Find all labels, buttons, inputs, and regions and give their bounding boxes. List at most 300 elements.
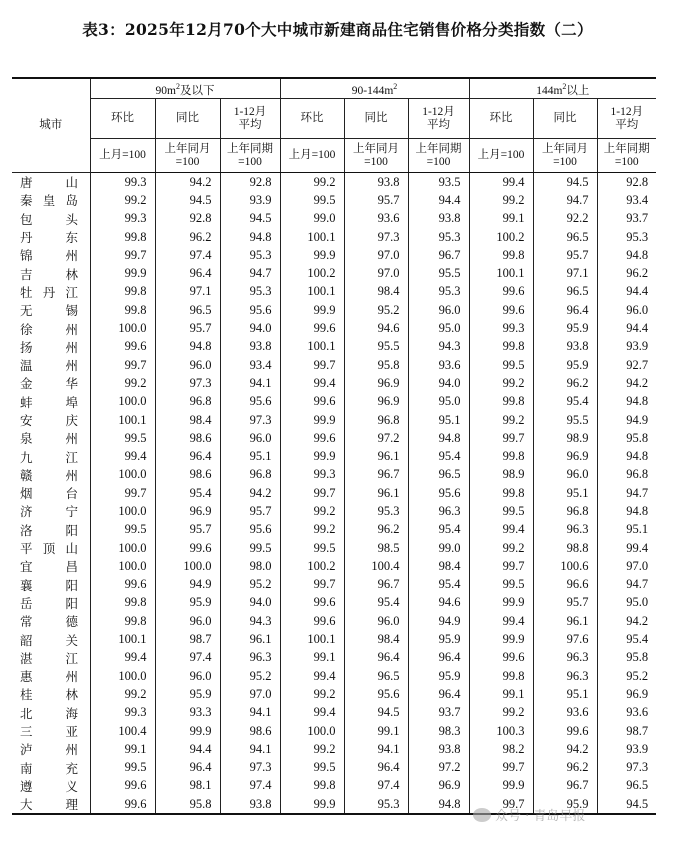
value-cell: 97.4 xyxy=(344,777,408,795)
value-cell: 99.6 xyxy=(155,539,220,557)
value-cell: 97.3 xyxy=(155,374,220,392)
value-cell: 96.9 xyxy=(597,685,656,703)
value-cell: 99.6 xyxy=(280,429,344,447)
table-row xyxy=(12,429,656,447)
city-cell: 包 头 xyxy=(20,212,78,227)
city-cell: 吉 林 xyxy=(20,267,78,282)
value-cell: 95.0 xyxy=(408,319,469,337)
value-cell: 95.3 xyxy=(597,228,656,246)
value-cell: 99.2 xyxy=(280,173,344,192)
value-cell: 99.1 xyxy=(469,210,533,228)
value-cell: 95.0 xyxy=(597,594,656,612)
value-cell: 97.1 xyxy=(155,283,220,301)
value-cell: 95.4 xyxy=(533,393,597,411)
city-cell: 泉 州 xyxy=(20,432,78,447)
city-cell: 秦 皇 岛 xyxy=(20,194,78,209)
value-cell: 99.2 xyxy=(469,704,533,722)
value-cell: 95.9 xyxy=(533,319,597,337)
value-cell: 94.1 xyxy=(344,740,408,758)
value-cell: 95.8 xyxy=(155,795,220,814)
metric-header: 同比 xyxy=(533,99,597,139)
value-cell: 95.4 xyxy=(597,630,656,648)
value-cell: 96.7 xyxy=(344,576,408,594)
table-row xyxy=(12,411,656,429)
table-row xyxy=(12,374,656,392)
city-cell: 湛 江 xyxy=(20,651,78,666)
value-cell: 98.6 xyxy=(155,429,220,447)
value-cell: 96.3 xyxy=(533,521,597,539)
value-cell: 95.5 xyxy=(344,338,408,356)
value-cell: 99.0 xyxy=(408,539,469,557)
value-cell: 99.4 xyxy=(469,521,533,539)
value-cell: 95.9 xyxy=(408,630,469,648)
city-cell: 蚌 埠 xyxy=(20,395,78,410)
value-cell: 95.3 xyxy=(220,246,280,264)
value-cell: 99.8 xyxy=(469,484,533,502)
value-cell: 96.2 xyxy=(155,228,220,246)
value-cell: 93.9 xyxy=(597,740,656,758)
value-cell: 96.5 xyxy=(533,283,597,301)
table-row xyxy=(12,447,656,465)
value-cell: 93.4 xyxy=(220,356,280,374)
value-cell: 96.3 xyxy=(408,502,469,520)
table-row xyxy=(12,759,656,777)
value-cell: 95.9 xyxy=(155,594,220,612)
table-row xyxy=(12,466,656,484)
table-row xyxy=(12,338,656,356)
value-cell: 95.1 xyxy=(533,685,597,703)
value-cell: 94.0 xyxy=(220,319,280,337)
value-cell: 96.2 xyxy=(533,759,597,777)
value-cell: 96.2 xyxy=(533,374,597,392)
value-cell: 94.4 xyxy=(597,283,656,301)
value-cell: 97.3 xyxy=(220,411,280,429)
city-cell: 常 德 xyxy=(20,615,78,630)
value-cell: 96.4 xyxy=(533,301,597,319)
value-cell: 99.5 xyxy=(469,356,533,374)
table-row xyxy=(12,539,656,557)
value-cell: 95.1 xyxy=(597,521,656,539)
value-cell: 97.0 xyxy=(597,557,656,575)
table-row xyxy=(12,319,656,337)
city-cell: 遵 义 xyxy=(20,779,78,794)
city-cell: 三 亚 xyxy=(20,725,78,740)
value-cell: 99.5 xyxy=(220,539,280,557)
value-cell: 94.8 xyxy=(220,228,280,246)
value-cell: 97.2 xyxy=(344,429,408,447)
value-cell: 94.8 xyxy=(597,447,656,465)
metric-header: 1-12月 平均 xyxy=(408,99,469,139)
value-cell: 100.0 xyxy=(90,393,155,411)
base-header: 上年同期 =100 xyxy=(220,139,280,173)
value-cell: 96.9 xyxy=(344,374,408,392)
value-cell: 95.4 xyxy=(408,521,469,539)
value-cell: 99.6 xyxy=(90,576,155,594)
value-cell: 93.6 xyxy=(344,210,408,228)
value-cell: 99.2 xyxy=(90,191,155,209)
value-cell: 99.9 xyxy=(280,795,344,814)
base-header: 上年同期 =100 xyxy=(408,139,469,173)
value-cell: 93.5 xyxy=(408,173,469,192)
value-cell: 96.0 xyxy=(344,612,408,630)
value-cell: 94.1 xyxy=(220,740,280,758)
value-cell: 96.9 xyxy=(155,502,220,520)
value-cell: 100.4 xyxy=(90,722,155,740)
city-cell: 牡 丹 江 xyxy=(20,285,78,300)
city-cell: 唐 山 xyxy=(20,176,78,191)
value-cell: 96.7 xyxy=(408,246,469,264)
value-cell: 95.3 xyxy=(220,283,280,301)
value-cell: 96.1 xyxy=(344,484,408,502)
value-cell: 97.0 xyxy=(344,264,408,282)
value-cell: 99.9 xyxy=(280,301,344,319)
value-cell: 95.7 xyxy=(155,319,220,337)
value-cell: 99.7 xyxy=(90,356,155,374)
value-cell: 96.5 xyxy=(155,301,220,319)
value-cell: 95.7 xyxy=(155,521,220,539)
value-cell: 96.9 xyxy=(408,777,469,795)
value-cell: 96.4 xyxy=(408,649,469,667)
base-header: 上月=100 xyxy=(280,139,344,173)
value-cell: 93.3 xyxy=(155,704,220,722)
table-row xyxy=(12,557,656,575)
value-cell: 100.1 xyxy=(280,338,344,356)
value-cell: 99.6 xyxy=(533,722,597,740)
value-cell: 96.5 xyxy=(408,466,469,484)
city-cell: 宜 昌 xyxy=(20,560,78,575)
value-cell: 96.3 xyxy=(533,649,597,667)
value-cell: 100.2 xyxy=(469,228,533,246)
value-cell: 95.3 xyxy=(344,795,408,814)
value-cell: 99.3 xyxy=(469,319,533,337)
value-cell: 94.2 xyxy=(155,173,220,192)
value-cell: 94.6 xyxy=(344,319,408,337)
value-cell: 99.2 xyxy=(90,374,155,392)
value-cell: 96.9 xyxy=(533,447,597,465)
value-cell: 96.2 xyxy=(597,264,656,282)
value-cell: 99.9 xyxy=(469,630,533,648)
value-cell: 99.6 xyxy=(90,795,155,814)
value-cell: 95.9 xyxy=(533,795,597,814)
value-cell: 96.8 xyxy=(155,393,220,411)
price-index-table xyxy=(12,77,656,815)
table-row xyxy=(12,301,656,319)
value-cell: 97.3 xyxy=(597,759,656,777)
value-cell: 99.5 xyxy=(90,429,155,447)
value-cell: 92.8 xyxy=(597,173,656,192)
table-row xyxy=(12,502,656,520)
value-cell: 96.8 xyxy=(344,411,408,429)
metric-header: 同比 xyxy=(155,99,220,139)
base-header: 上年同月 =100 xyxy=(344,139,408,173)
value-cell: 94.3 xyxy=(220,612,280,630)
value-cell: 94.0 xyxy=(220,594,280,612)
value-cell: 96.0 xyxy=(220,429,280,447)
value-cell: 99.1 xyxy=(280,649,344,667)
value-cell: 94.2 xyxy=(220,484,280,502)
table-row xyxy=(12,356,656,374)
value-cell: 94.9 xyxy=(408,612,469,630)
value-cell: 98.4 xyxy=(344,630,408,648)
value-cell: 95.2 xyxy=(597,667,656,685)
table-row xyxy=(12,704,656,722)
city-cell: 丹 东 xyxy=(20,231,78,246)
table-header xyxy=(12,78,656,173)
value-cell: 95.8 xyxy=(344,356,408,374)
value-cell: 92.2 xyxy=(533,210,597,228)
value-cell: 100.0 xyxy=(90,667,155,685)
value-cell: 98.8 xyxy=(533,539,597,557)
value-cell: 99.3 xyxy=(90,173,155,192)
table-row xyxy=(12,521,656,539)
value-cell: 95.4 xyxy=(155,484,220,502)
value-cell: 96.0 xyxy=(533,466,597,484)
value-cell: 99.7 xyxy=(469,557,533,575)
city-cell: 韶 关 xyxy=(20,633,78,648)
value-cell: 99.5 xyxy=(90,521,155,539)
table-row xyxy=(12,612,656,630)
value-cell: 95.6 xyxy=(220,521,280,539)
value-cell: 95.1 xyxy=(533,484,597,502)
city-cell: 泸 州 xyxy=(20,743,78,758)
value-cell: 98.9 xyxy=(469,466,533,484)
value-cell: 94.3 xyxy=(408,338,469,356)
table-row xyxy=(12,264,656,282)
value-cell: 98.4 xyxy=(155,411,220,429)
value-cell: 95.3 xyxy=(344,502,408,520)
value-cell: 99.6 xyxy=(90,777,155,795)
watermark-text: 众号 · 青岛早报 xyxy=(495,809,586,824)
value-cell: 95.2 xyxy=(220,576,280,594)
metric-header: 环比 xyxy=(280,99,344,139)
value-cell: 93.8 xyxy=(344,173,408,192)
value-cell: 94.7 xyxy=(597,576,656,594)
value-cell: 96.1 xyxy=(220,630,280,648)
value-cell: 100.1 xyxy=(90,411,155,429)
value-cell: 96.6 xyxy=(533,576,597,594)
value-cell: 99.6 xyxy=(469,301,533,319)
value-cell: 95.1 xyxy=(408,411,469,429)
value-cell: 99.4 xyxy=(597,539,656,557)
value-cell: 92.7 xyxy=(597,356,656,374)
value-cell: 93.8 xyxy=(220,338,280,356)
value-cell: 96.0 xyxy=(155,356,220,374)
value-cell: 96.4 xyxy=(155,264,220,282)
value-cell: 99.5 xyxy=(469,576,533,594)
value-cell: 96.0 xyxy=(155,612,220,630)
value-cell: 99.8 xyxy=(469,447,533,465)
value-cell: 99.9 xyxy=(90,264,155,282)
value-cell: 94.0 xyxy=(408,374,469,392)
table-row xyxy=(12,667,656,685)
value-cell: 94.7 xyxy=(597,484,656,502)
value-cell: 95.9 xyxy=(533,356,597,374)
value-cell: 99.8 xyxy=(469,393,533,411)
value-cell: 93.4 xyxy=(597,191,656,209)
value-cell: 99.4 xyxy=(469,612,533,630)
value-cell: 99.5 xyxy=(90,759,155,777)
value-cell: 96.0 xyxy=(155,667,220,685)
value-cell: 99.8 xyxy=(90,301,155,319)
value-cell: 99.8 xyxy=(90,612,155,630)
value-cell: 93.8 xyxy=(220,795,280,814)
table-row xyxy=(12,594,656,612)
value-cell: 100.1 xyxy=(90,630,155,648)
city-cell: 北 海 xyxy=(20,706,78,721)
value-cell: 94.4 xyxy=(597,319,656,337)
value-cell: 99.8 xyxy=(469,338,533,356)
city-cell: 赣 州 xyxy=(20,468,78,483)
value-cell: 96.2 xyxy=(344,521,408,539)
value-cell: 98.0 xyxy=(220,557,280,575)
base-header: 上月=100 xyxy=(469,139,533,173)
value-cell: 94.1 xyxy=(220,374,280,392)
value-cell: 95.3 xyxy=(408,228,469,246)
value-cell: 99.9 xyxy=(469,777,533,795)
value-cell: 93.9 xyxy=(597,338,656,356)
value-cell: 100.0 xyxy=(90,539,155,557)
table-title: 表3：2025年12月70个大中城市新建商品住宅销售价格分类指数（二） xyxy=(82,20,593,39)
value-cell: 94.4 xyxy=(408,191,469,209)
value-cell: 99.7 xyxy=(469,795,533,814)
city-cell: 洛 阳 xyxy=(20,523,78,538)
value-cell: 99.6 xyxy=(469,649,533,667)
value-cell: 95.4 xyxy=(344,594,408,612)
value-cell: 99.9 xyxy=(280,447,344,465)
value-cell: 99.3 xyxy=(280,466,344,484)
value-cell: 94.5 xyxy=(155,191,220,209)
value-cell: 100.1 xyxy=(280,630,344,648)
value-cell: 98.6 xyxy=(155,466,220,484)
value-cell: 96.9 xyxy=(344,393,408,411)
city-cell: 扬 州 xyxy=(20,340,78,355)
table-row xyxy=(12,630,656,648)
value-cell: 97.4 xyxy=(155,649,220,667)
value-cell: 99.2 xyxy=(469,191,533,209)
value-cell: 93.6 xyxy=(533,704,597,722)
value-cell: 96.0 xyxy=(408,301,469,319)
value-cell: 96.4 xyxy=(344,649,408,667)
value-cell: 95.9 xyxy=(408,667,469,685)
base-header: 上年同月 =100 xyxy=(155,139,220,173)
value-cell: 94.7 xyxy=(533,191,597,209)
value-cell: 99.4 xyxy=(90,649,155,667)
value-cell: 99.7 xyxy=(280,484,344,502)
city-cell: 岳 阳 xyxy=(20,596,78,611)
value-cell: 99.3 xyxy=(90,704,155,722)
value-cell: 96.7 xyxy=(344,466,408,484)
value-cell: 98.4 xyxy=(344,283,408,301)
value-cell: 92.8 xyxy=(220,173,280,192)
value-cell: 99.4 xyxy=(280,667,344,685)
city-cell: 平 顶 山 xyxy=(20,542,78,557)
value-cell: 94.9 xyxy=(155,576,220,594)
value-cell: 95.0 xyxy=(408,393,469,411)
value-cell: 99.8 xyxy=(90,283,155,301)
table-row xyxy=(12,173,656,192)
value-cell: 100.0 xyxy=(90,502,155,520)
metric-header: 环比 xyxy=(469,99,533,139)
value-cell: 99.7 xyxy=(90,484,155,502)
value-cell: 96.8 xyxy=(533,502,597,520)
value-cell: 95.7 xyxy=(533,246,597,264)
value-cell: 99.6 xyxy=(90,338,155,356)
value-cell: 99.7 xyxy=(280,356,344,374)
value-cell: 94.5 xyxy=(344,704,408,722)
table-row xyxy=(12,228,656,246)
value-cell: 95.2 xyxy=(220,667,280,685)
value-cell: 96.3 xyxy=(533,667,597,685)
value-cell: 99.4 xyxy=(280,704,344,722)
city-cell: 大 理 xyxy=(12,795,90,814)
value-cell: 96.4 xyxy=(155,759,220,777)
value-cell: 98.7 xyxy=(597,722,656,740)
value-cell: 98.3 xyxy=(408,722,469,740)
value-cell: 94.4 xyxy=(155,740,220,758)
value-cell: 99.3 xyxy=(90,210,155,228)
value-cell: 95.6 xyxy=(408,484,469,502)
value-cell: 100.0 xyxy=(90,466,155,484)
value-cell: 94.2 xyxy=(597,374,656,392)
value-cell: 99.8 xyxy=(469,667,533,685)
table-row xyxy=(12,393,656,411)
value-cell: 95.6 xyxy=(220,393,280,411)
value-cell: 100.0 xyxy=(280,722,344,740)
value-cell: 100.0 xyxy=(90,319,155,337)
city-cell: 徐 州 xyxy=(20,322,78,337)
value-cell: 97.6 xyxy=(533,630,597,648)
value-cell: 95.4 xyxy=(408,447,469,465)
value-cell: 99.5 xyxy=(280,759,344,777)
value-cell: 100.1 xyxy=(469,264,533,282)
value-cell: 95.8 xyxy=(597,649,656,667)
value-cell: 97.2 xyxy=(408,759,469,777)
value-cell: 100.4 xyxy=(344,557,408,575)
value-cell: 100.6 xyxy=(533,557,597,575)
table-row xyxy=(12,210,656,228)
value-cell: 100.2 xyxy=(280,264,344,282)
value-cell: 99.5 xyxy=(280,191,344,209)
metric-header: 环比 xyxy=(90,99,155,139)
value-cell: 99.2 xyxy=(469,411,533,429)
value-cell: 97.0 xyxy=(344,246,408,264)
value-cell: 93.8 xyxy=(533,338,597,356)
value-cell: 96.0 xyxy=(597,301,656,319)
value-cell: 95.9 xyxy=(155,685,220,703)
value-cell: 100.0 xyxy=(155,557,220,575)
value-cell: 97.1 xyxy=(533,264,597,282)
value-cell: 95.3 xyxy=(408,283,469,301)
city-cell: 锦 州 xyxy=(20,249,78,264)
value-cell: 95.8 xyxy=(597,429,656,447)
value-cell: 100.3 xyxy=(469,722,533,740)
value-cell: 99.0 xyxy=(280,210,344,228)
table-row xyxy=(12,484,656,502)
value-cell: 94.2 xyxy=(597,612,656,630)
value-cell: 97.0 xyxy=(220,685,280,703)
value-cell: 99.2 xyxy=(90,685,155,703)
value-cell: 94.2 xyxy=(533,740,597,758)
value-cell: 99.7 xyxy=(469,759,533,777)
value-cell: 94.1 xyxy=(220,704,280,722)
city-cell: 九 江 xyxy=(20,450,78,465)
value-cell: 99.2 xyxy=(469,374,533,392)
value-cell: 94.8 xyxy=(597,393,656,411)
table-body xyxy=(12,173,656,815)
value-cell: 95.5 xyxy=(533,411,597,429)
wechat-icon xyxy=(473,808,491,822)
value-cell: 95.2 xyxy=(344,301,408,319)
